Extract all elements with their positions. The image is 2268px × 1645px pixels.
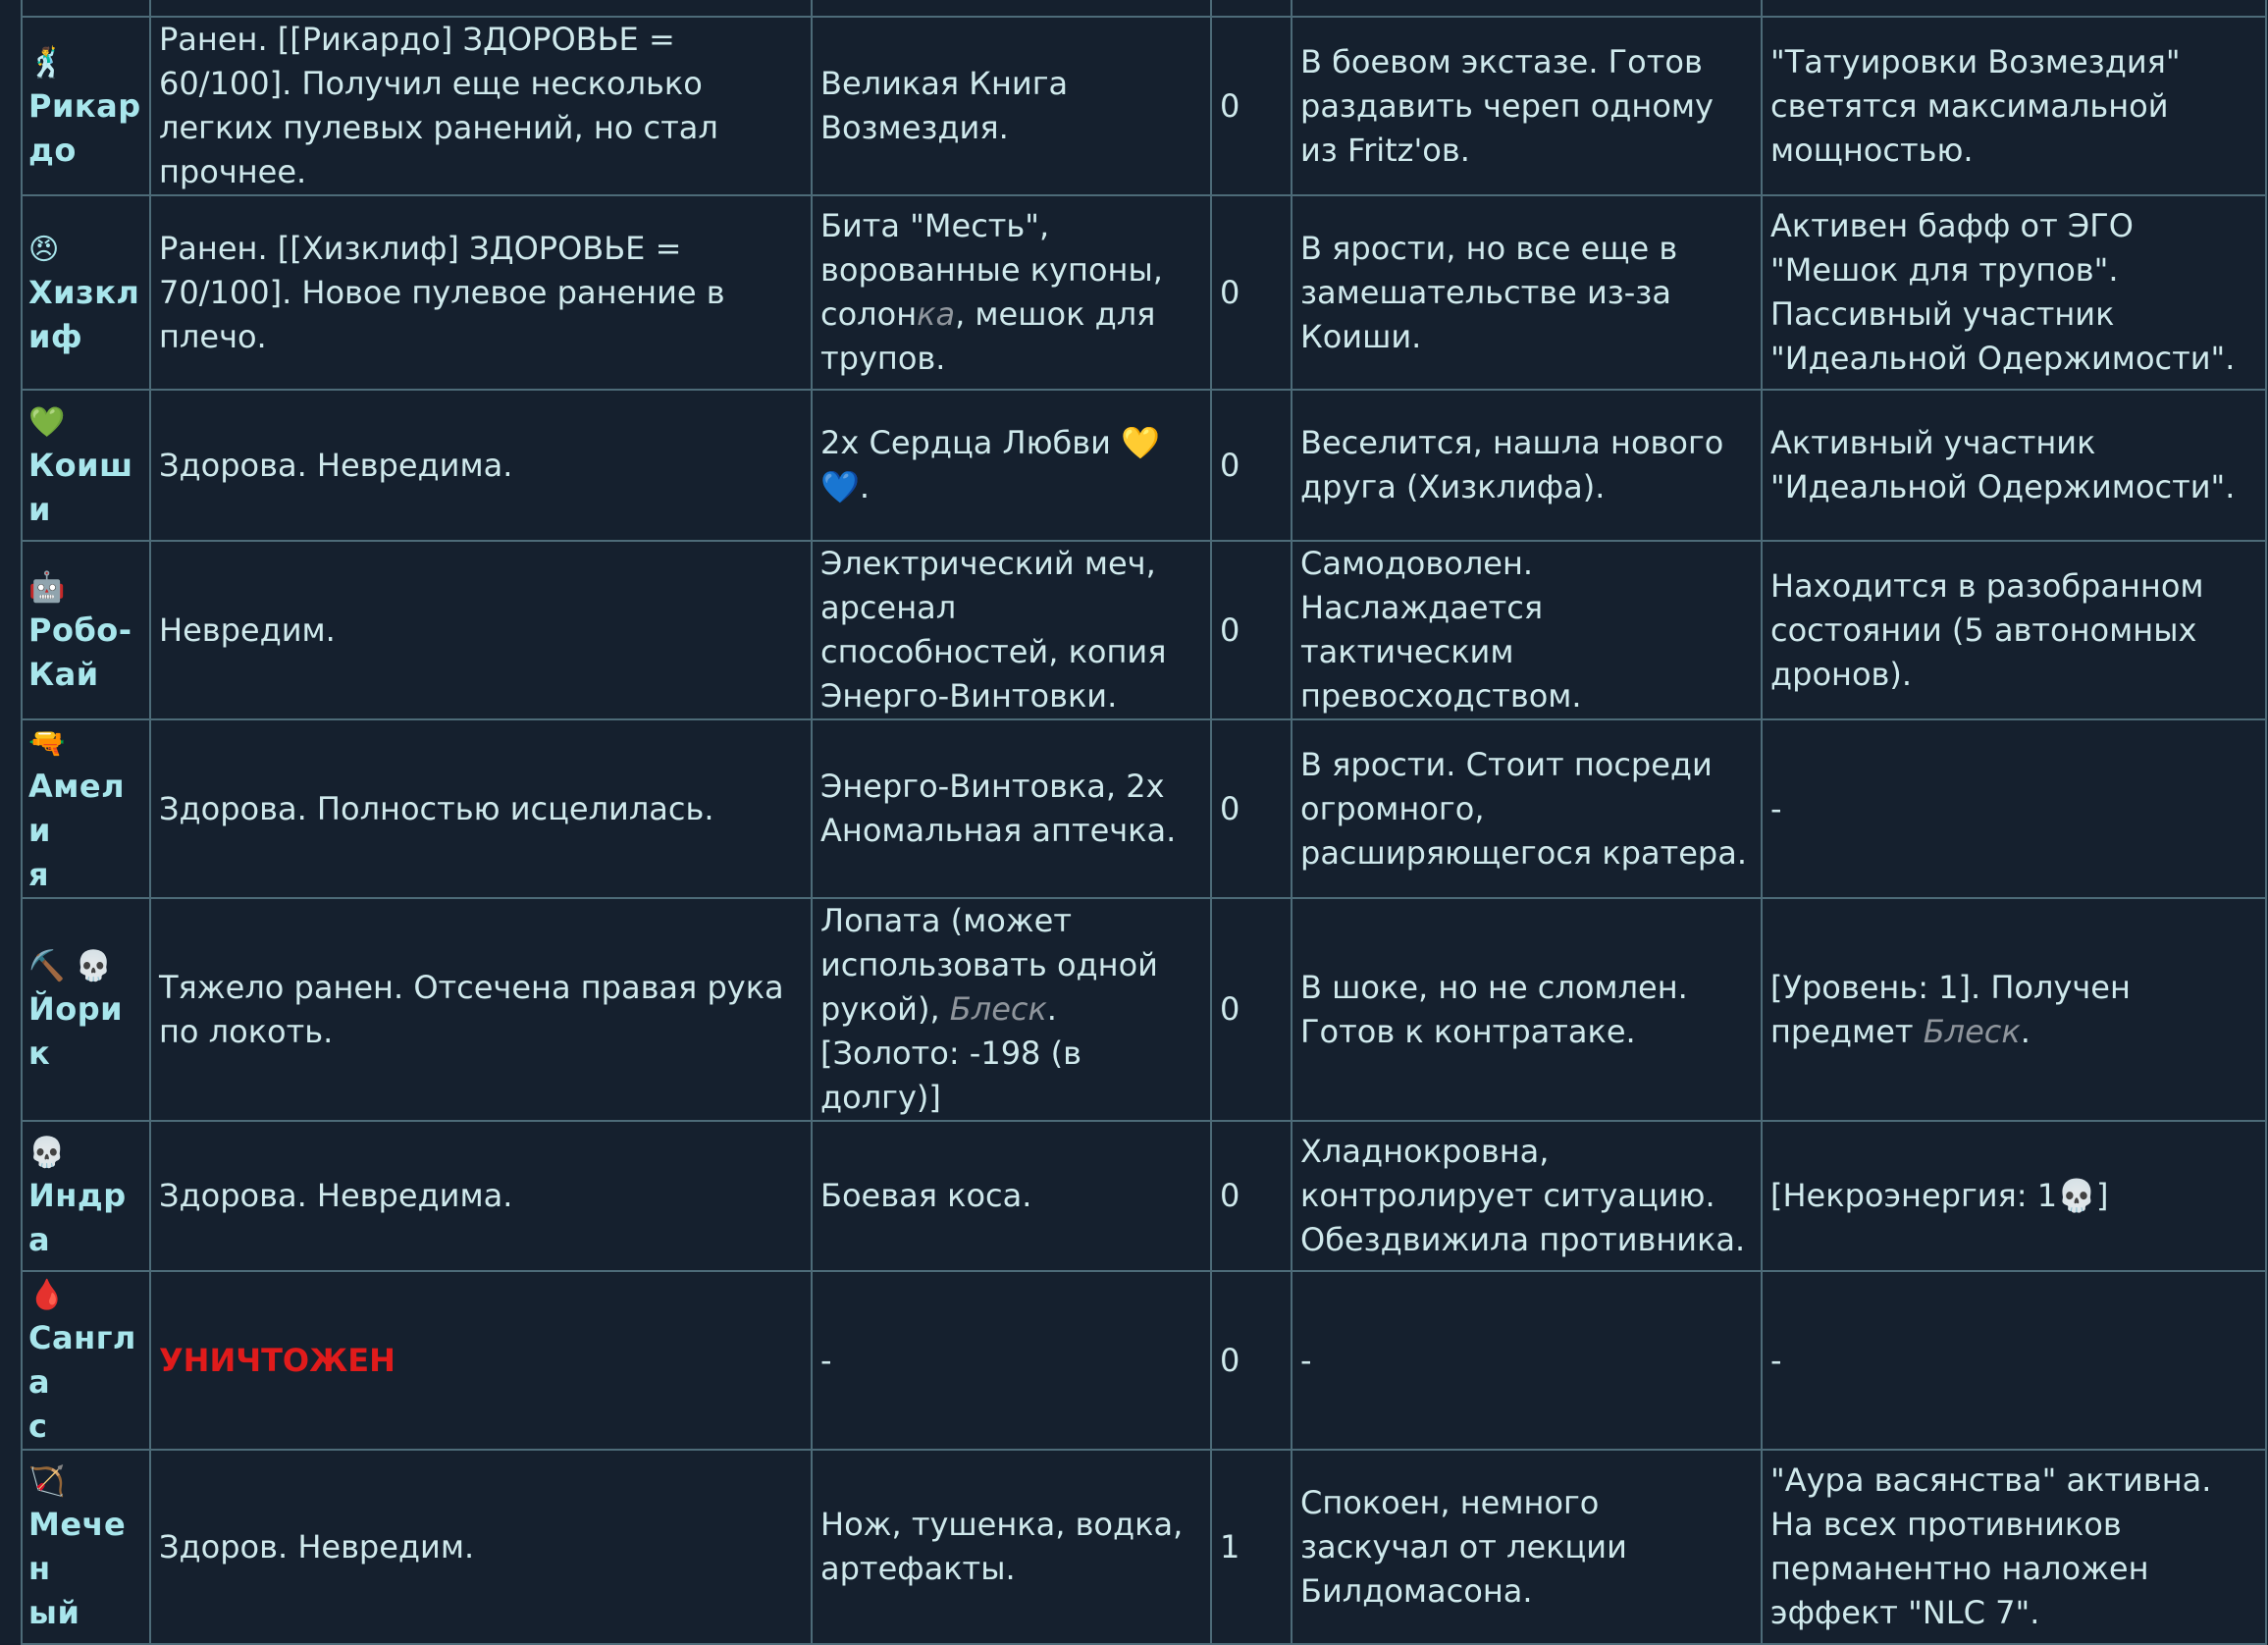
health-cell: Здорова. Невредима. [150,390,812,541]
character-name: Мечен ый [28,1506,127,1631]
character-name-cell [22,719,150,898]
bow-and-arrow-icon: 🏹 [28,1464,66,1499]
character-name: Амели я [28,768,126,893]
items-cell: Энерго-Винтовка, 2x Аномальная аптечка. [812,719,1211,898]
table-row-cut-off [22,0,2266,17]
character-name: Йорик [28,990,124,1072]
dancing-man-icon: 🕺 [28,45,66,80]
status-cell: "Татуировки Возмездия" светятся максимальной мощностью. [1762,17,2266,195]
table-row [22,1450,2266,1644]
character-name: Хизкл иф [28,273,140,355]
character-status-table [21,0,2267,1645]
skull-icon: 💀 [28,1136,66,1170]
mood-cell: В боевом экстазе. Готов раздавить череп одному из Fritz'ов. [1292,17,1762,195]
health-cell-destroyed: УНИЧТОЖЕН [150,1271,812,1450]
mood-cell: В ярости. Стоит посреди огромного, расширяющегося кратера. [1292,719,1762,898]
character-name-cell [22,898,150,1121]
health-cell: Невредим. [150,541,812,719]
items-cell: 2x Сердца Любви 💛 💙. [812,390,1211,541]
health-cell: Ранен. [[Хизклиф] ЗДОРОВЬЕ = 70/100]. Новое пулевое ранение в плечо. [150,195,812,390]
robot-face-icon: 🤖 [28,569,66,605]
table-row [22,719,2266,898]
health-cell: Здорова. Полностью исцелилась. [150,719,812,898]
count-cell: 1 [1211,1450,1292,1644]
yellow-heart-icon: 💛 [1121,424,1160,461]
character-name: Коиш и [28,446,133,528]
count-cell: 0 [1211,1271,1292,1450]
count-cell: 0 [1211,1121,1292,1271]
character-name: Робо- Кай [28,610,132,693]
status-cell: [Уровень: 1]. Получен предмет Блеск. [1762,898,2266,1121]
health-cell: Здоров. Невредим. [150,1450,812,1644]
table-row [22,898,2266,1121]
table-row [22,1271,2266,1450]
status-cell: Активный участник "Идеальной Одержимости". [1762,390,2266,541]
mood-cell: - [1292,1271,1762,1450]
character-name: Сангла с [28,1319,136,1445]
items-cell: - [812,1271,1211,1450]
character-name-cell [22,541,150,719]
health-cell: Ранен. [[Рикардо] ЗДОРОВЬЕ = 60/100]. Получил еще несколько легких пулевых ранений, но стал прочнее. [150,17,812,195]
pick-and-skull-icon: ⛏️ 💀 [28,949,113,983]
table-row [22,1121,2266,1271]
mood-cell: Самодоволен. Наслаждается тактическим превосходством. [1292,541,1762,719]
health-cell: Тяжело ранен. Отсечена правая рука по локоть. [150,898,812,1121]
blue-heart-icon: 💙 [820,468,860,505]
mood-cell: Хладнокровна, контролирует ситуацию. Обездвижила противника. [1292,1121,1762,1271]
character-name: Индра [28,1177,127,1258]
count-cell: 0 [1211,390,1292,541]
status-cell: Активен бафф от ЭГО "Мешок для трупов". Пассивный участник "Идеальной Одержимости". [1762,195,2266,390]
character-name-cell [22,390,150,541]
mood-cell: В ярости, но все еще в замешательстве из-за Коиши. [1292,195,1762,390]
character-name-cell [22,1271,150,1450]
count-cell: 0 [1211,719,1292,898]
status-cell: - [1762,1271,2266,1450]
status-cell: [Некроэнергия: 1💀] [1762,1121,2266,1271]
count-cell: 0 [1211,541,1292,719]
table-row [22,541,2266,719]
items-cell: Боевая коса. [812,1121,1211,1271]
count-cell: 0 [1211,17,1292,195]
character-name: Рикар до [28,86,141,169]
items-cell: Лопата (может использовать одной рукой), Блеск. [Золото: -198 (в долгу)] [812,898,1211,1121]
count-cell: 0 [1211,195,1292,390]
water-pistol-icon: 🔫 [28,726,66,761]
items-cell: Бита "Месть", ворованные купоны, солонка, мешок для трупов. [812,195,1211,390]
green-heart-icon: 💚 [28,404,66,440]
character-name-cell [22,1450,150,1644]
items-cell: Великая Книга Возмездия. [812,17,1211,195]
count-cell: 0 [1211,898,1292,1121]
skull-icon: 💀 [2057,1177,2096,1214]
character-name-cell [22,17,150,195]
angry-face-icon: 😠 [28,232,60,267]
mood-cell: В шоке, но не сломлен. Готов к контратаке. [1292,898,1762,1121]
blood-drop-icon: 🩸 [28,1278,66,1312]
items-cell: Электрический меч, арсенал способностей, копия Энерго-Винтовки. [812,541,1211,719]
character-name-cell [22,1121,150,1271]
items-cell: Нож, тушенка, водка, артефакты. [812,1450,1211,1644]
status-table-container [21,0,2265,1645]
mood-cell: Веселится, нашла нового друга (Хизклифа). [1292,390,1762,541]
status-cell: Находится в разобранном состоянии (5 автономных дронов). [1762,541,2266,719]
table-row [22,390,2266,541]
character-name-cell [22,195,150,390]
health-cell: Здорова. Невредима. [150,1121,812,1271]
status-cell: "Аура васянства" активна. На всех противников перманентно наложен эффект "NLC 7". [1762,1450,2266,1644]
status-cell: - [1762,719,2266,898]
mood-cell: Спокоен, немного заскучал от лекции Билдомасона. [1292,1450,1762,1644]
table-row [22,17,2266,195]
table-row [22,195,2266,390]
